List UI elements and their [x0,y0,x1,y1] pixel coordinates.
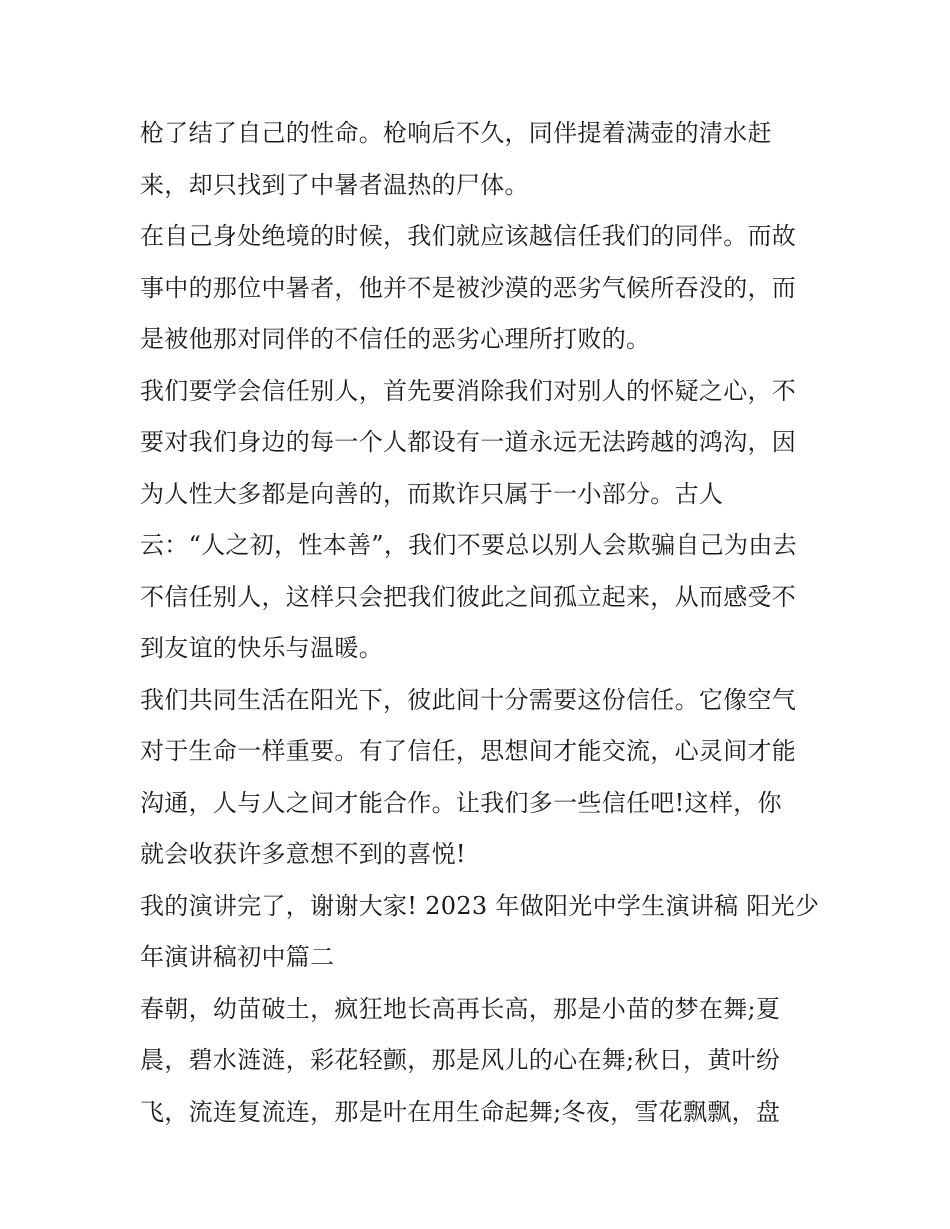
text-line: 我们共同生活在阳光下，彼此间十分需要这份信任。它像空气 [140,685,797,714]
text-line: 我的演讲完了，谢谢大家! 2023 年做阳光中学生演讲稿 阳光少 [140,891,820,920]
text-line: 来，却只找到了中暑者温热的尸体。 [140,170,529,199]
text-line: 云：“人之初，性本善”，我们不要总以别人会欺骗自己为由去 [140,531,797,559]
text-line: 飞，流连复流连，那是叶在用生命起舞;冬夜，雪花飘飘，盘 [140,1097,781,1126]
text-line: 枪了结了自己的性命。枪响后不久，同伴提着满壶的清水赶 [140,119,772,147]
text-line: 要对我们身边的每一个人都设有一道永远无法跨越的鸿沟，因 [140,428,797,456]
text-line: 到友谊的快乐与温暖。 [140,634,383,662]
text-line: 对于生命一样重要。有了信任，思想间才能交流，心灵间才能 [140,737,797,765]
text-line: 就会收获许多意想不到的喜悦! [140,840,466,868]
document-body [140,108,820,1138]
text-line: 我们要学会信任别人，首先要消除我们对别人的怀疑之心，不 [140,376,797,405]
text-line: 是被他那对同伴的不信任的恶劣心理所打败的。 [140,325,651,353]
text-line: 沟通，人与人之间才能合作。让我们多一些信任吧!这样，你 [140,788,782,817]
text-line: 春朝，幼苗破土，疯狂地长高再长高，那是小苗的梦在舞;夏 [140,994,781,1023]
text-line: 年演讲稿初中篇二 [140,943,335,971]
text-line: 为人性大多都是向善的，而欺诈只属于一小部分。古人 [140,479,724,508]
text-line: 在自己身处绝境的时候，我们就应该越信任我们的同伴。而故 [140,222,797,250]
text-line: 不信任别人，这样只会把我们彼此之间孤立起来，从而感受不 [140,582,797,611]
text-line: 事中的那位中暑者，他并不是被沙漠的恶劣气候所吞没的，而 [140,273,797,302]
text-line: 晨，碧水涟涟，彩花轻颤，那是风儿的心在舞;秋日，黄叶纷 [140,1046,781,1074]
